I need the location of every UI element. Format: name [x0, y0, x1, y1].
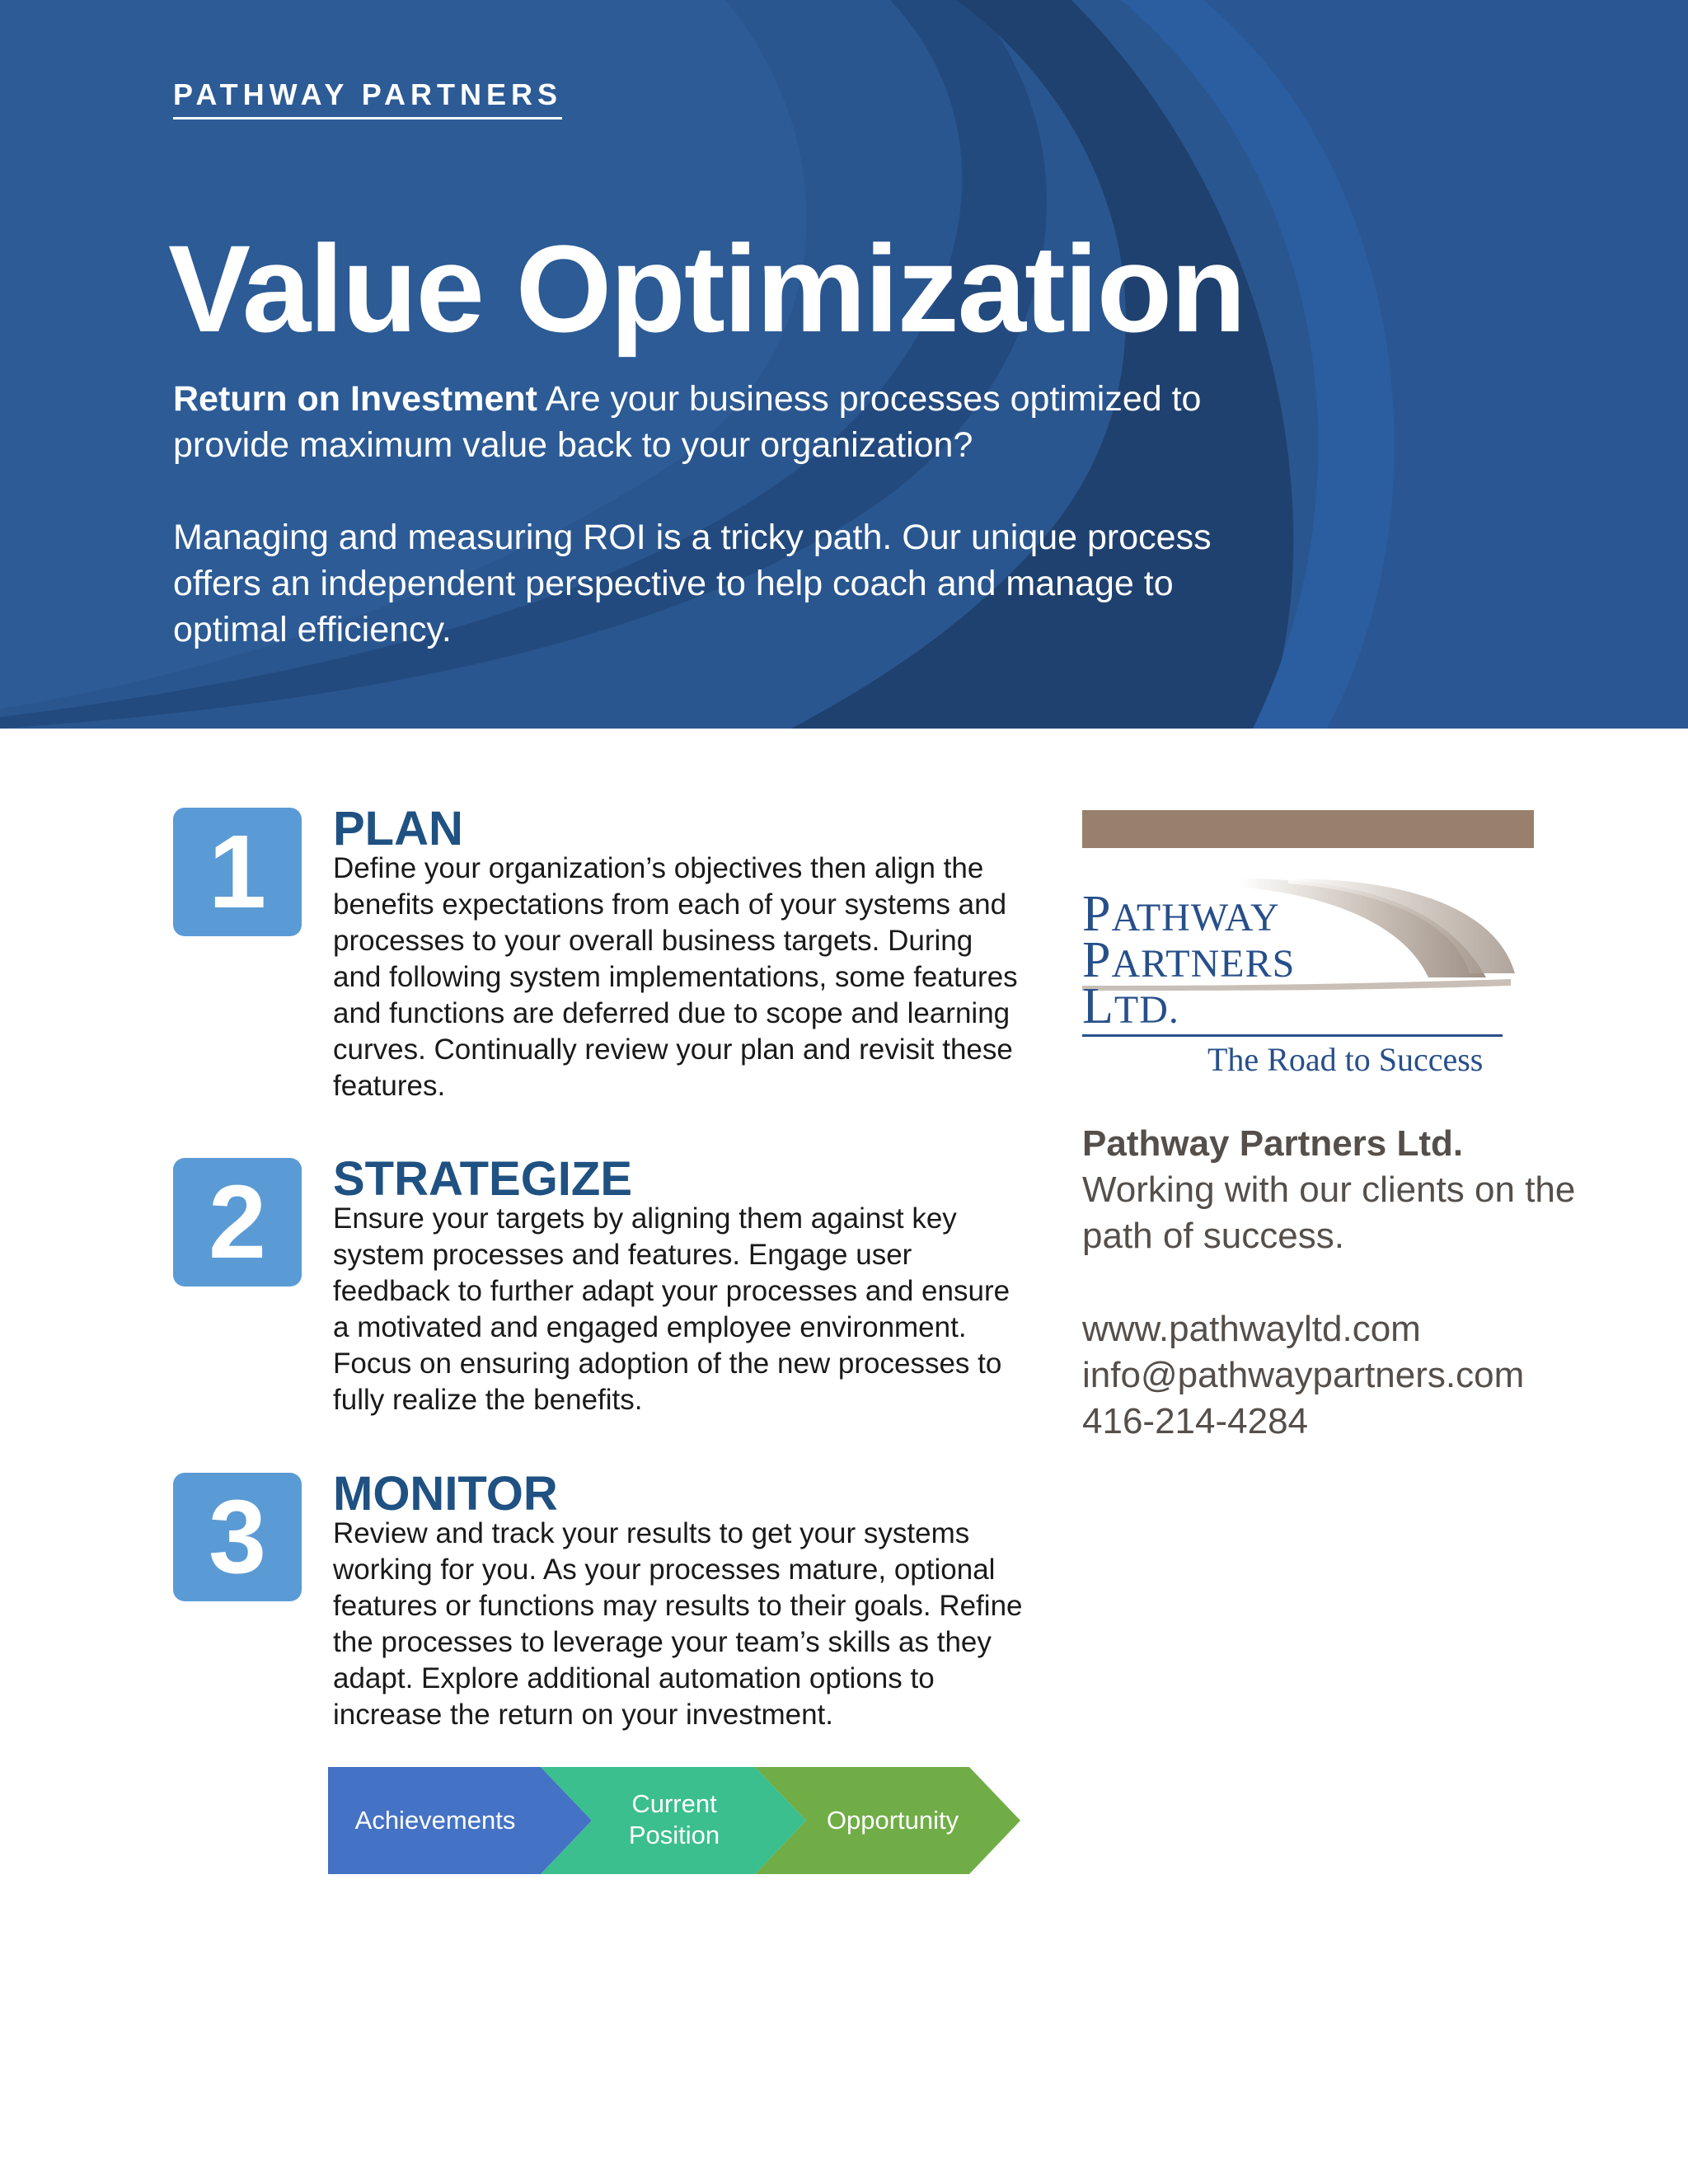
- company-tagline: Working with our clients on the path of success.: [1082, 1169, 1576, 1256]
- website-link[interactable]: www.pathwayltd.com: [1082, 1309, 1421, 1349]
- brand-label: PATHWAY PARTNERS: [173, 77, 562, 120]
- flow-label-achievements: Achievements: [354, 1806, 516, 1835]
- step-heading: PLAN: [333, 802, 463, 855]
- intro-text: Are your business processes optimized to provide maximum value back to your organization?: [173, 379, 1202, 465]
- intro-bold: Return on Investment: [173, 379, 537, 419]
- logo-tagline: The Road to Success: [1207, 1041, 1484, 1078]
- step-number-badge: 2: [173, 1158, 302, 1286]
- flow-label-opportunity: Opportunity: [826, 1806, 959, 1835]
- flow-label-current-position: Current Position: [628, 1789, 720, 1849]
- step-body: Ensure your targets by aligning them against key system processes and features. Engage user feedback to further adapt your processes and ensure a motivated and engaged employee environment. Focus on ensuring adoption of the new processes to fully realize the benefits.: [333, 1202, 1010, 1416]
- logo-text-line-3: LTD.: [1082, 978, 1179, 1034]
- step-body: Review and track your results to get your systems working for you. As your processes mature, optional features or functions may results to their goals. Refine the processes to leverage your team’s skills as they adapt. Explore additional automation options to increase the return on your investment.: [333, 1517, 1023, 1731]
- logo-text-line-1: PATHWAY: [1082, 886, 1280, 942]
- step-heading: STRATEGIZE: [333, 1152, 633, 1206]
- page-title: Value Optimization: [168, 219, 1245, 358]
- email-link[interactable]: info@pathwaypartners.com: [1082, 1355, 1525, 1395]
- phone-number: 416-214-4284: [1082, 1401, 1309, 1441]
- process-flow: [328, 1767, 1022, 1878]
- hero-banner: [0, 0, 1688, 729]
- step-number-badge: 1: [173, 808, 302, 936]
- sidebar-accent-bar: [1082, 810, 1534, 848]
- logo-text-line-2: PARTNERS: [1082, 932, 1296, 988]
- intro-paragraph: [173, 376, 1245, 468]
- step-number-badge: 3: [173, 1473, 302, 1601]
- step-body: Define your organization’s objectives then align the benefits expectations from each of your systems and processes to your overall business targets. During and following system implementations, some features and functions are deferred due to scope and learning curves. Continually review your plan and revisit these features.: [333, 852, 1018, 1102]
- intro-paragraph-2: Managing and measuring ROI is a tricky path. Our unique process offers an independent perspective to help coach and manage to optimal efficiency.: [173, 518, 1212, 649]
- company-name: Pathway Partners Ltd.: [1082, 1123, 1464, 1164]
- step-heading: MONITOR: [333, 1467, 558, 1521]
